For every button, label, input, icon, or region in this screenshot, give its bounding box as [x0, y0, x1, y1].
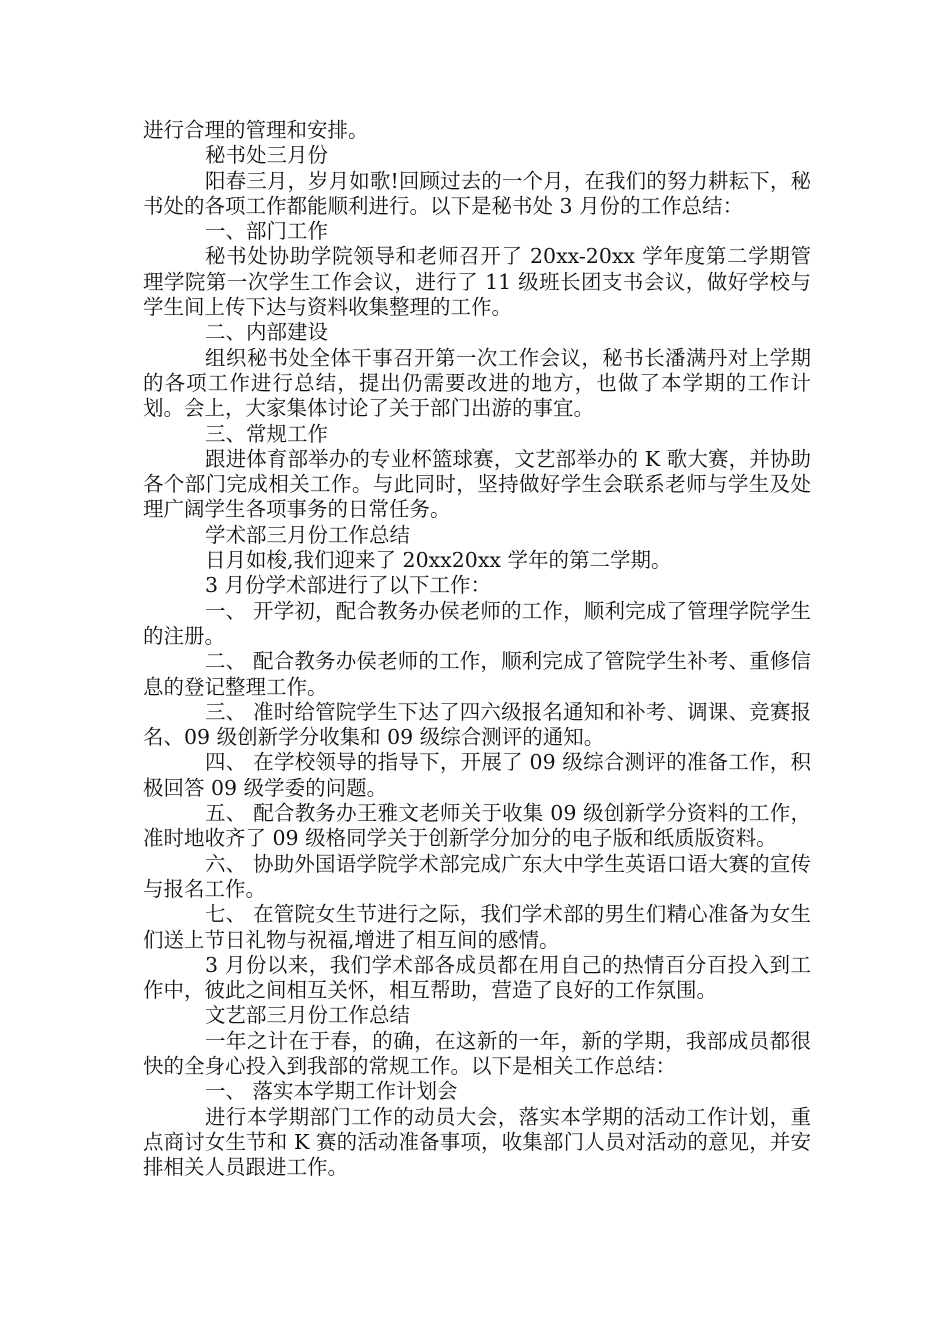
paragraph-secretariat-intro: 阳春三月，岁月如歌!回顾过去的一个月，在我们的努力耕耘下，秘书处的各项工作都能顺利进行。以下是秘书处 3 月份的工作总结：	[143, 168, 811, 218]
document-page	[143, 118, 811, 1180]
list-item-academic-3: 三、 准时给管院学生下达了四六级报名通知和补考、调课、竞赛报名、09 级创新学分收集和 09 级综合测评的通知。	[143, 699, 811, 750]
list-item-academic-1: 一、 开学初，配合教务办侯老师的工作，顺利完成了管理学院学生的注册。	[143, 598, 811, 648]
subheading-arts-plan: 一、 落实本学期工作计划会	[205, 1079, 458, 1104]
list-item-academic-7: 七、 在管院女生节进行之际，我们学术部的男生们精心准备为女生们送上节日礼物与祝福,增进了相互间的感情。	[143, 902, 811, 952]
section-heading-secretariat: 秘书处三月份	[205, 143, 328, 168]
list-item-academic-6: 六、 协助外国语学院学术部完成广东大中学生英语口语大赛的宣传与报名工作。	[143, 851, 811, 901]
paragraph-arts-plan: 进行本学期部门工作的动员大会，落实本学期的活动工作计划，重点商讨女生节和 K 赛的活动准备事项，收集部门人员对活动的意见，并安排相关人员跟进工作。	[143, 1104, 811, 1180]
subheading-routine-work: 三、常规工作	[205, 421, 328, 446]
paragraph-arts-intro: 一年之计在于春，的确，在这新的一年，新的学期，我部成员都很快的全身心投入到我部的常规工作。以下是相关工作总结：	[143, 1028, 811, 1078]
list-item-academic-2: 二、 配合教务办侯老师的工作，顺利完成了管院学生补考、重修信息的登记整理工作。	[143, 649, 811, 699]
paragraph-routine-work: 跟进体育部举办的专业杯篮球赛，文艺部举办的 K 歌大赛，并协助各个部门完成相关工作。与此同时，坚持做好学生会联系老师与学生及处理广阔学生各项事务的日常任务。	[143, 446, 811, 522]
paragraph-continuation: 进行合理的管理和安排。	[143, 118, 369, 142]
paragraph-academic-summary: 3 月份以来，我们学术部各成员都在用自己的热情百分百投入到工作中，彼此之间相互关怀，相互帮助，营造了良好的工作氛围。	[143, 952, 811, 1003]
paragraph-academic-lead: 3 月份学术部进行了以下工作：	[205, 573, 492, 598]
subheading-department-work: 一、部门工作	[205, 219, 328, 244]
list-item-academic-4: 四、 在学校领导的指导下，开展了 09 级综合测评的准备工作，积极回答 09 级学委的问题。	[143, 750, 811, 800]
section-heading-academic: 学术部三月份工作总结	[205, 522, 410, 547]
section-heading-arts: 文艺部三月份工作总结	[205, 1003, 410, 1028]
list-item-academic-5: 五、 配合教务办王雅文老师关于收集 09 级创新学分资料的工作，准时地收齐了 09 级格同学关于创新学分加分的电子版和纸质版资料。	[143, 801, 811, 851]
paragraph-internal-building: 组织秘书处全体干事召开第一次工作会议，秘书长潘满丹对上学期的各项工作进行总结，提出仍需要改进的地方，也做了本学期的工作计划。会上，大家集体讨论了关于部门出游的事宜。	[143, 345, 811, 421]
paragraph-academic-intro: 日月如梭,我们迎来了 20xx20xx 学年的第二学期。	[205, 548, 672, 573]
paragraph-department-work: 秘书处协助学院领导和老师召开了 20xx-20xx 学年度第二学期管理学院第一次学生工作会议，进行了 11 级班长团支书会议，做好学校与学生间上传下达与资料收集整理的工作。	[143, 244, 811, 320]
subheading-internal-building: 二、内部建设	[205, 320, 328, 345]
